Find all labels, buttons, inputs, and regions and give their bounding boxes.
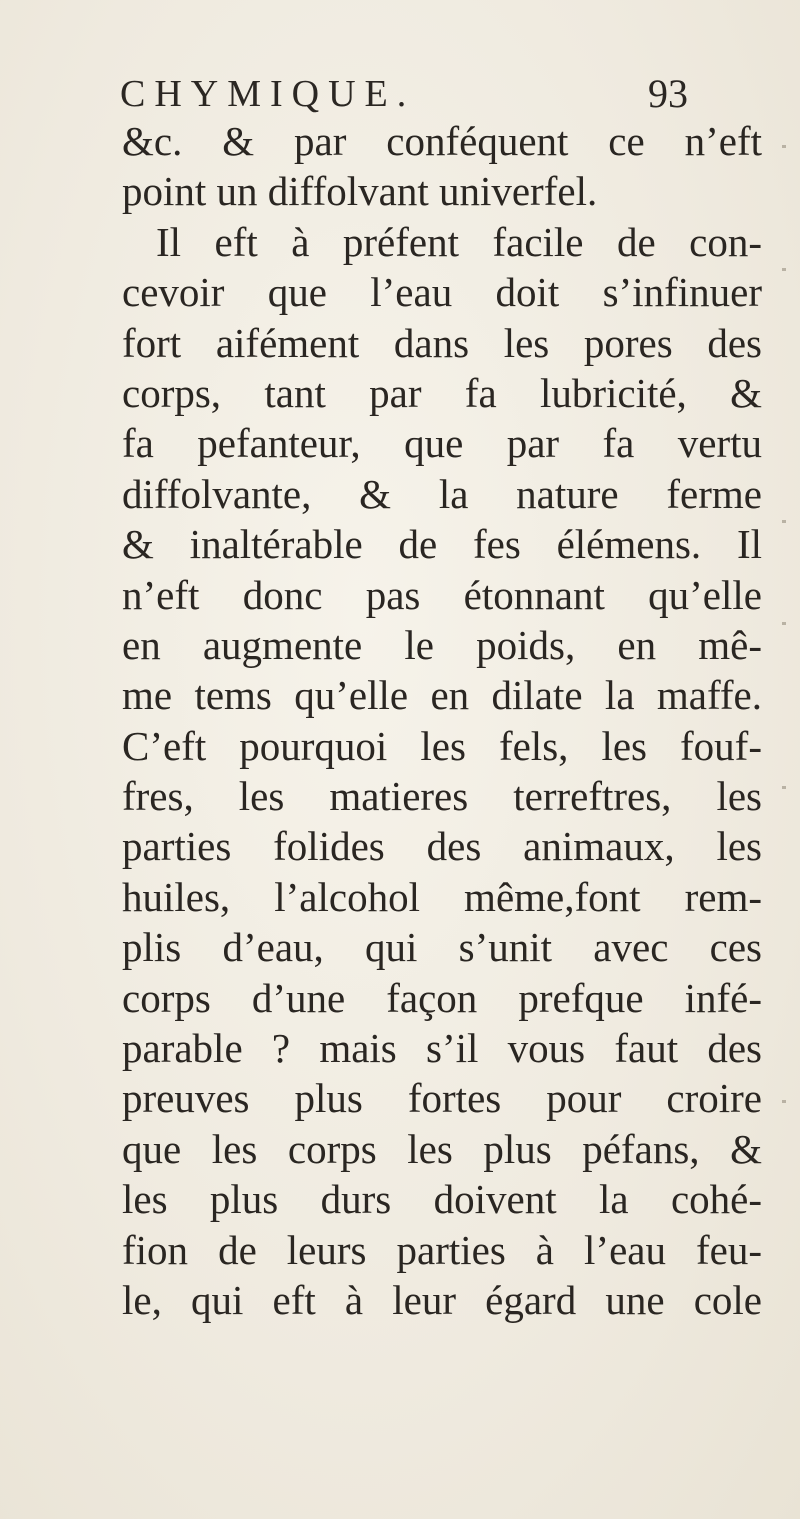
text-line: n’eft donc pas étonnant qu’elle (122, 571, 762, 618)
text-line: parties folides des animaux, les (122, 823, 762, 870)
page-number: 93 (648, 71, 688, 116)
text-line: Il eft à préfent facile de con- (156, 218, 762, 265)
running-head (120, 70, 800, 118)
margin-speck (782, 1100, 786, 1103)
text-line: fa pefanteur, que par fa vertu (122, 420, 762, 467)
text-line: en augmente le poids, en mê- (122, 621, 762, 668)
text-line: cevoir que l’eau doit s’infinuer (122, 269, 762, 316)
text-line: me tems qu’elle en dilate la maffe. (122, 672, 762, 719)
text-line: corps d’une façon prefque infé- (122, 974, 762, 1021)
text-line: les plus durs doivent la cohé- (122, 1176, 762, 1223)
body-text (122, 116, 762, 1325)
text-line: que les corps les plus péfans, & (122, 1125, 762, 1172)
text-line: le, qui eft à leur égard une cole (122, 1276, 762, 1323)
text-line: & inaltérable de fes élémens. Il (122, 521, 762, 568)
text-line: fort aifément dans les pores des (122, 319, 762, 366)
text-line: plis d’eau, qui s’unit avec ces (122, 924, 762, 971)
text-line: parable ? mais s’il vous faut des (122, 1025, 762, 1072)
margin-speck (782, 786, 786, 789)
margin-speck (782, 520, 786, 523)
text-line: preuves plus fortes pour croire (122, 1075, 762, 1122)
text-line: fion de leurs parties à l’eau feu- (122, 1226, 762, 1273)
text-line: point un diffolvant univerfel. (122, 168, 598, 215)
text-line: fres, les matieres terreftres, les (122, 773, 762, 820)
running-title: CHYMIQUE. (120, 73, 416, 115)
margin-speck (782, 622, 786, 625)
text-line: C’eft pourquoi les fels, les fouf- (122, 722, 762, 769)
text-line: huiles, l’alcohol même,font rem- (122, 873, 762, 920)
margin-speck (782, 145, 786, 148)
margin-speck (782, 268, 786, 271)
text-line: corps, tant par fa lubricité, & (122, 369, 762, 416)
text-line: diffolvante, & la nature ferme (122, 470, 762, 517)
text-line: &c. & par conféquent ce n’eft (122, 118, 762, 164)
